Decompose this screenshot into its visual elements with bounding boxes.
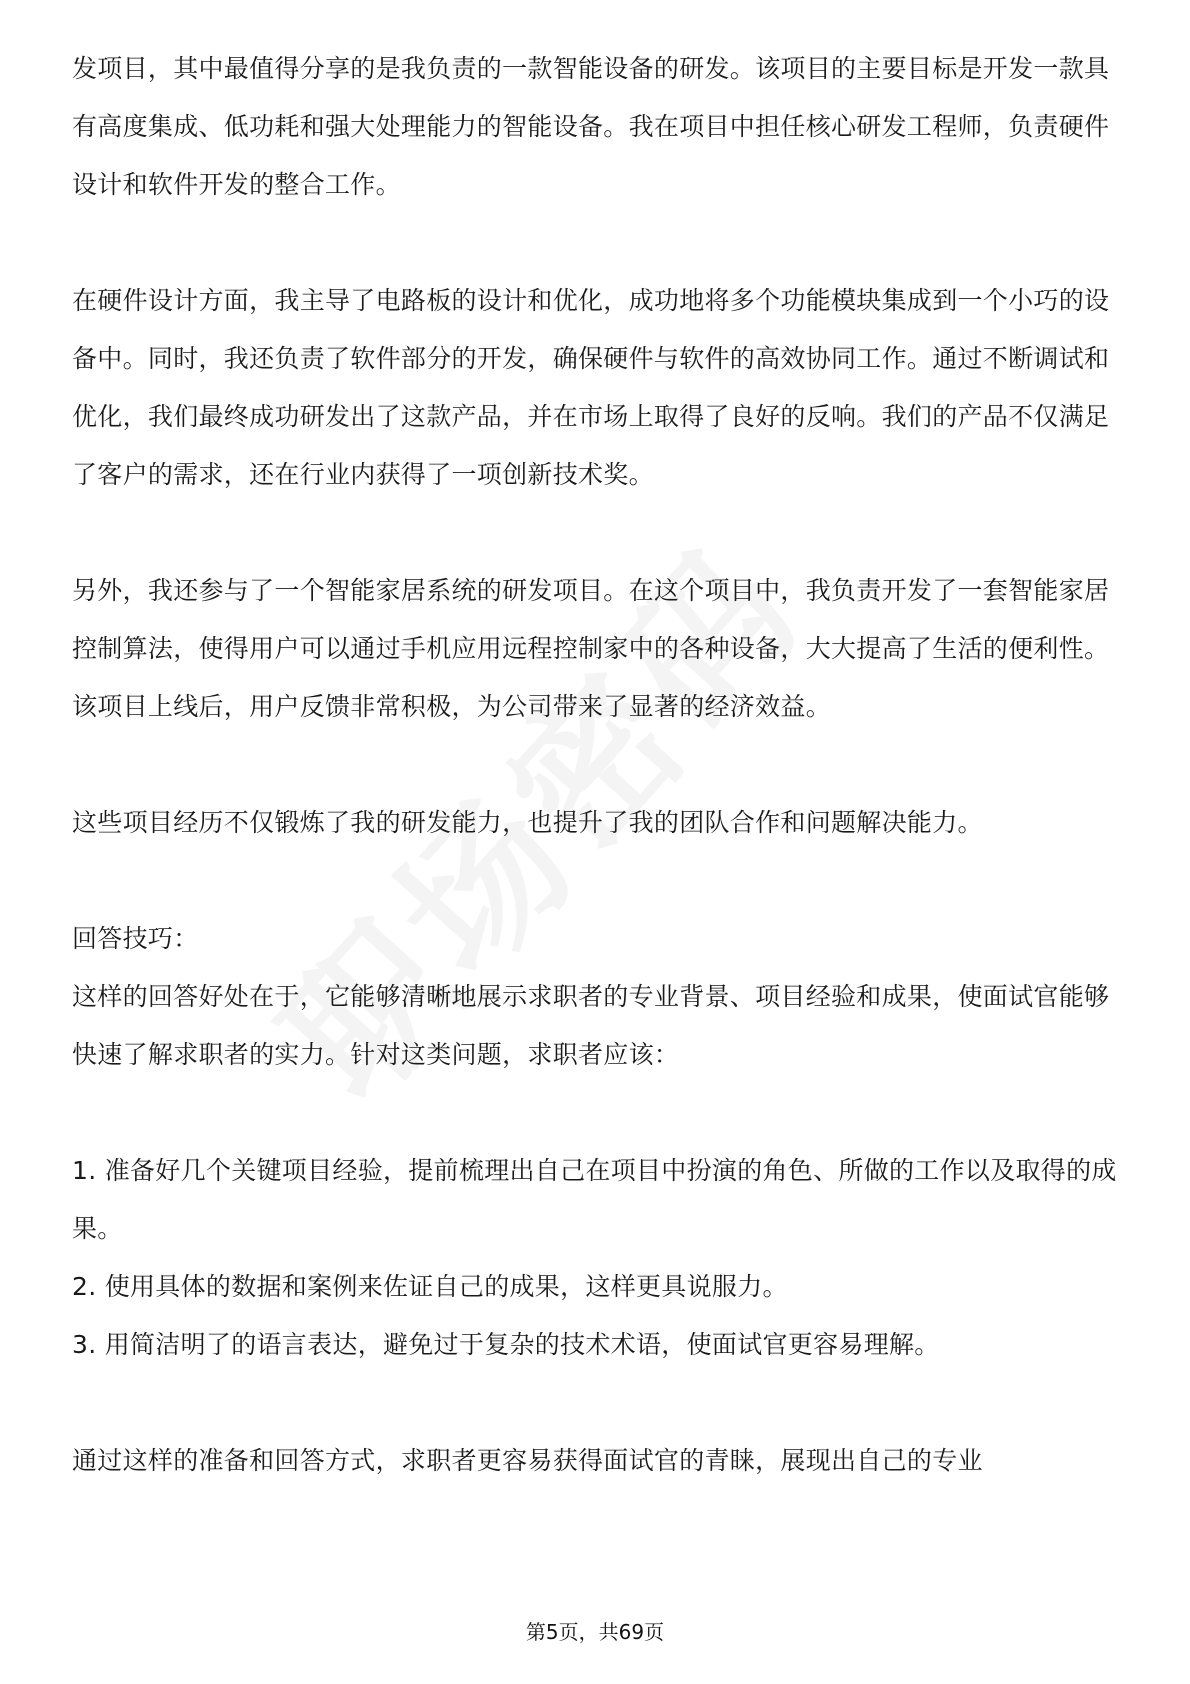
paragraph-gap xyxy=(72,1374,1118,1432)
paragraph-hardware-design: 在硬件设计方面，我主导了电路板的设计和优化，成功地将多个功能模块集成到一个小巧的设备中。同时，我还负责了软件部分的开发，确保硬件与软件的高效协同工作。通过不断调试和优化，我们最终成功研发出了这款产品，并在市场上取得了良好的反响。我们的产品不仅满足了客户的需求，还在行业内获得了一项创新技术奖。 xyxy=(72,286,1110,489)
list-item: 3. 用简洁明了的语言表达，避免过于复杂的技术术语，使面试官更容易理解。 xyxy=(72,1330,940,1359)
paragraph-conclusion: 通过这样的准备和回答方式，求职者更容易获得面试官的青睐，展现出自己的专业 xyxy=(72,1446,983,1475)
paragraph-project-intro: 发项目，其中最值得分享的是我负责的一款智能设备的研发。该项目的主要目标是开发一款具有高度集成、低功耗和强大处理能力的智能设备。我在项目中担任核心研发工程师，负责硬件设计和软件开发的整合工作。 xyxy=(72,54,1110,199)
paragraph-gap xyxy=(72,852,1118,910)
paragraph-summary: 这些项目经历不仅锻炼了我的研发能力，也提升了我的团队合作和问题解决能力。 xyxy=(72,808,983,837)
paragraph-gap xyxy=(72,504,1118,562)
paragraph-gap xyxy=(72,1084,1118,1142)
list-item: 1. 准备好几个关键项目经验，提前梳理出自己在项目中扮演的角色、所做的工作以及取得的成果。 xyxy=(72,1156,1117,1243)
list-item: 2. 使用具体的数据和案例来佐证自己的成果，这样更具说服力。 xyxy=(72,1272,788,1301)
page-number: 第5页，共69页 xyxy=(525,1620,665,1644)
paragraph-gap xyxy=(72,736,1118,794)
tips-heading: 回答技巧： xyxy=(72,924,199,953)
document-body xyxy=(72,40,1118,1490)
paragraph-smart-home: 另外，我还参与了一个智能家居系统的研发项目。在这个项目中，我负责开发了一套智能家居控制算法，使得用户可以通过手机应用远程控制家中的各种设备，大大提高了生活的便利性。该项目上线后，用户反馈非常积极，为公司带来了显著的经济效益。 xyxy=(72,576,1110,721)
paragraph-gap xyxy=(72,214,1118,272)
tips-list xyxy=(72,1142,1118,1374)
paragraph-tips-intro: 这样的回答好处在于，它能够清晰地展示求职者的专业背景、项目经验和成果，使面试官能够快速了解求职者的实力。针对这类问题，求职者应该： xyxy=(72,982,1110,1069)
